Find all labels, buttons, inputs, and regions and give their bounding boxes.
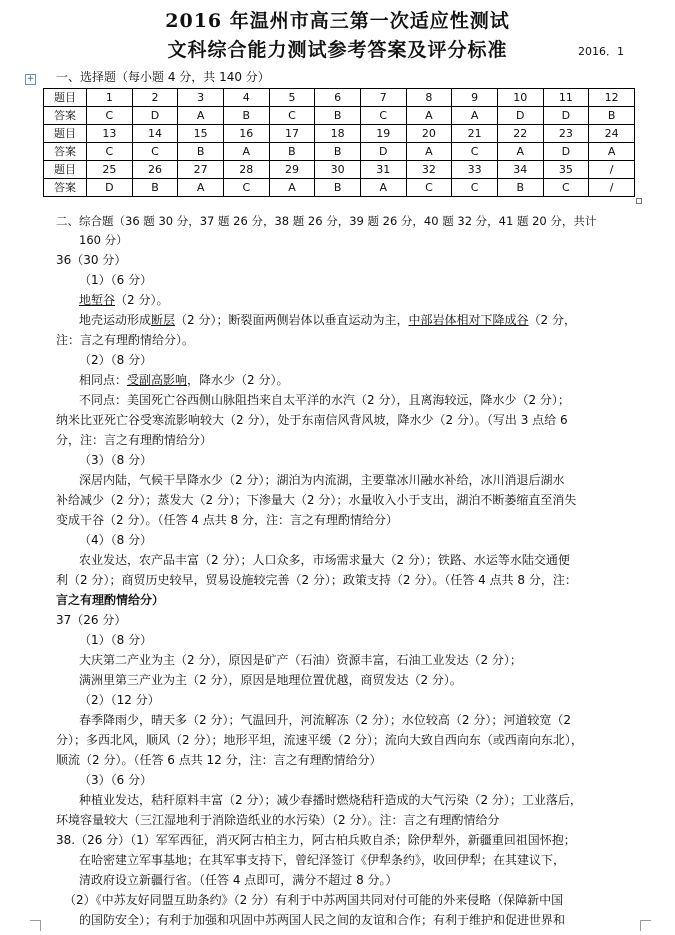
q36-part4-line1: 农业发达，农产品丰富（2 分）；人口众多，市场需求量大（2 分）；铁路、水运等水陆交通便 [79,553,570,567]
answer-cell: A [178,179,224,197]
q37-part1-line1: 大庆第二产业为主（2 分），原因是矿产（石油）资源丰富，石油工业发达（2 分）； [79,653,522,667]
answer-cell: A [178,107,224,125]
question-number-cell: 27 [178,161,224,179]
q37-part1-line2: 满洲里第三产业为主（2 分），原因是地理位置优越，商贸发达（2 分）。 [79,673,462,687]
q36-part4-line2: 利（2 分）；商贸历史较早，贸易设施较完善（2 分）；政策支持（2 分）。（任答 4 点共 8 分，注： [56,573,577,587]
q36-part4-line3: 言之有理酌情给分） [56,593,165,607]
table-row [44,89,635,107]
question-number-cell: 29 [269,161,315,179]
q37-part2-line1: 春季降雨少，晴天多（2 分）；气温回升，河流解冻（2 分）；水位较高（2 分）；河道较宽（2 [79,713,571,727]
answer-cell: D [543,143,589,161]
q36-heading: 36（30 分） [56,253,127,267]
answer-cell: C [360,107,406,125]
margin-mark-bottom-right [640,920,651,931]
q36-part4-heading: （4）（8 分） [79,533,153,547]
question-number-cell: 25 [87,161,133,179]
margin-mark-bottom-left [30,920,41,931]
question-number-cell: 3 [178,89,224,107]
q36-part2-diff-line1: 不同点：美国死亡谷西侧山脉阻挡来自太平洋的水汽（2 分），且离海较远，降水少（2 分）； [79,393,570,407]
section2-heading-cont: 160 分） [79,233,128,247]
question-number-cell: 18 [315,125,361,143]
q36-part1-note: 注：言之有理酌情给分）。 [56,333,195,347]
section1-heading: 一、选择题（每小题 4 分，共 140 分） [56,70,270,84]
answer-cell: B [223,107,269,125]
question-number-cell: 5 [269,89,315,107]
table-row [44,161,635,179]
q36-part3-line1: 深居内陆，气候干旱降水少（2 分）；湖泊为内流湖，主要靠冰川融水补给，冰川消退后湖水 [79,473,565,487]
answer-cell: C [269,107,315,125]
question-number-cell: 11 [543,89,589,107]
q36-part1-answer: 地堑谷（2 分）。 [79,293,169,307]
q36-part1-explain: 地壳运动形成断层（2 分）；断裂面两侧岩体以垂直运动为主，中部岩体相对下降成谷（2 分， [79,313,576,327]
question-number-cell: 7 [360,89,406,107]
question-number-cell: 32 [406,161,452,179]
table-resize-handle[interactable] [636,198,642,204]
answer-cell: B [315,143,361,161]
q37-heading: 37（26 分） [56,613,127,627]
q36-part2-same: 相同点：受副高影响，降水少（2 分）。 [79,373,289,387]
document-date: 2016．1 [578,45,624,58]
question-number-cell: 28 [223,161,269,179]
row-label-question: 题目 [44,161,87,179]
question-number-cell: 2 [132,89,178,107]
answer-cell: B [178,143,224,161]
question-number-cell: 30 [315,161,361,179]
table-row [44,107,635,125]
question-number-cell: 19 [360,125,406,143]
answer-cell: B [269,143,315,161]
answer-cell: C [87,107,133,125]
q38-line4: （2）《中苏友好同盟互助条约》（2 分）有利于中苏两国共同对付可能的外来侵略（保障新中国 [64,893,564,907]
document-title: 2016 年温州市高三第一次适应性测试 [165,10,510,32]
q36-answer-term: 地堑谷 [79,293,116,307]
answer-cell: C [452,179,498,197]
q36-part1-heading: （1）（6 分） [79,273,153,287]
answer-cell: A [269,179,315,197]
q36-part2-heading: （2）（8 分） [79,353,153,367]
document-subtitle: 文科综合能力测试参考答案及评分标准 [167,39,508,61]
question-number-cell: 33 [452,161,498,179]
q36-part3-line3: 变成干谷（2 分）。（任答 4 点共 8 分，注：言之有理酌情给分） [56,513,398,527]
answer-cell: C [132,143,178,161]
question-number-cell: 15 [178,125,224,143]
question-number-cell: 22 [497,125,543,143]
row-label-question: 题目 [44,125,87,143]
question-number-cell: 12 [589,89,635,107]
question-number-cell: 14 [132,125,178,143]
question-number-cell: 21 [452,125,498,143]
q36-part3-heading: （3）（8 分） [79,453,153,467]
q37-part2-line2: 分）；多西北风，顺风（2 分）；地形平坦，流速平缓（2 分）；流向大致自西向东（或西南向东北）， [56,733,583,747]
answer-cell: C [452,143,498,161]
answer-cell: C [406,179,452,197]
question-number-cell: 4 [223,89,269,107]
question-number-cell: / [589,161,635,179]
row-label-question: 题目 [44,89,87,107]
q37-part3-line2: 环境容量较大（三江湿地利于消除造纸业的水污染）（2 分）。注：言之有理酌情给分 [56,813,500,827]
q36-part3-line2: 补给减少（2 分）；蒸发大（2 分）；下渗量大（2 分）；水量收入小于支出，湖泊不断萎缩直至消失 [56,493,577,507]
answer-cell: B [315,107,361,125]
q37-part2-heading: （2）（12 分） [79,693,160,707]
question-number-cell: 10 [497,89,543,107]
question-number-cell: 1 [87,89,133,107]
q37-part3-line1: 种植业发达，秸秆原料丰富（2 分）；减少春播时燃烧秸秆造成的大气污染（2 分）；工业落后， [79,793,582,807]
q38-line5: 的国防安全）；有利于加强和巩固中苏两国人民之间的友谊和合作；有利于维护和促进世界和 [79,913,566,927]
question-number-cell: 8 [406,89,452,107]
question-number-cell: 31 [360,161,406,179]
q37-part2-line3: 顺流（2 分）。（任答 6 点共 12 分，注：言之有理酌情给分） [56,753,382,767]
answer-cell: D [87,179,133,197]
table-row [44,125,635,143]
q36-part2-diff-line3: 分，注：言之有理酌情给分） [56,433,213,447]
question-number-cell: 20 [406,125,452,143]
answer-cell: A [497,143,543,161]
answer-cell: C [223,179,269,197]
answer-cell: B [589,107,635,125]
answer-cell: B [497,179,543,197]
question-number-cell: 6 [315,89,361,107]
question-number-cell: 17 [269,125,315,143]
question-number-cell: 13 [87,125,133,143]
table-move-handle-icon[interactable]: + [26,74,35,84]
q36-part2-diff-line2: 纳米比亚死亡谷受寒流影响较大（2 分），处于东南信风背风坡，降水少（2 分）。（写出 3 点给 6 [56,413,568,427]
answer-cell: B [315,179,361,197]
table-row [44,143,635,161]
answer-cell: C [543,179,589,197]
answer-cell: A [223,143,269,161]
q37-part1-heading: （1）（8 分） [79,633,153,647]
answer-cell: D [497,107,543,125]
question-number-cell: 16 [223,125,269,143]
answer-cell: C [87,143,133,161]
section2-heading: 二、综合题（36 题 30 分，37 题 26 分，38 题 26 分，39 题 26 分，40 题 32 分，41 题 20 分，共计 [56,214,597,228]
question-number-cell: 9 [452,89,498,107]
q38-line2: 在哈密建立军事基地；在其军事支持下，曾纪泽签订《伊犁条约》，收回伊犁；在其建议下， [79,853,566,867]
question-number-cell: 26 [132,161,178,179]
row-label-answer: 答案 [44,179,87,197]
table-row [44,179,635,197]
answer-cell: B [132,179,178,197]
question-number-cell: 35 [543,161,589,179]
question-number-cell: 34 [497,161,543,179]
answer-cell: A [406,107,452,125]
answer-cell: D [132,107,178,125]
answer-cell: D [543,107,589,125]
answer-cell: / [589,179,635,197]
row-label-answer: 答案 [44,107,87,125]
answer-cell: D [360,143,406,161]
answer-cell: A [452,107,498,125]
answer-cell: A [589,143,635,161]
question-number-cell: 24 [589,125,635,143]
question-number-cell: 23 [543,125,589,143]
q37-part3-heading: （3）（6 分） [79,773,153,787]
row-label-answer: 答案 [44,143,87,161]
answer-cell: A [360,179,406,197]
answer-table [43,88,635,197]
answer-cell: A [406,143,452,161]
q38-line3: 清政府设立新疆行省。（任答 4 点即可，满分不超过 8 分。） [79,873,398,887]
q38-line1: 38.（26 分）（1）军军西征，消灭阿古柏主力，阿古柏兵败自杀；除伊犁外，新疆重回祖国怀抱； [56,833,576,847]
